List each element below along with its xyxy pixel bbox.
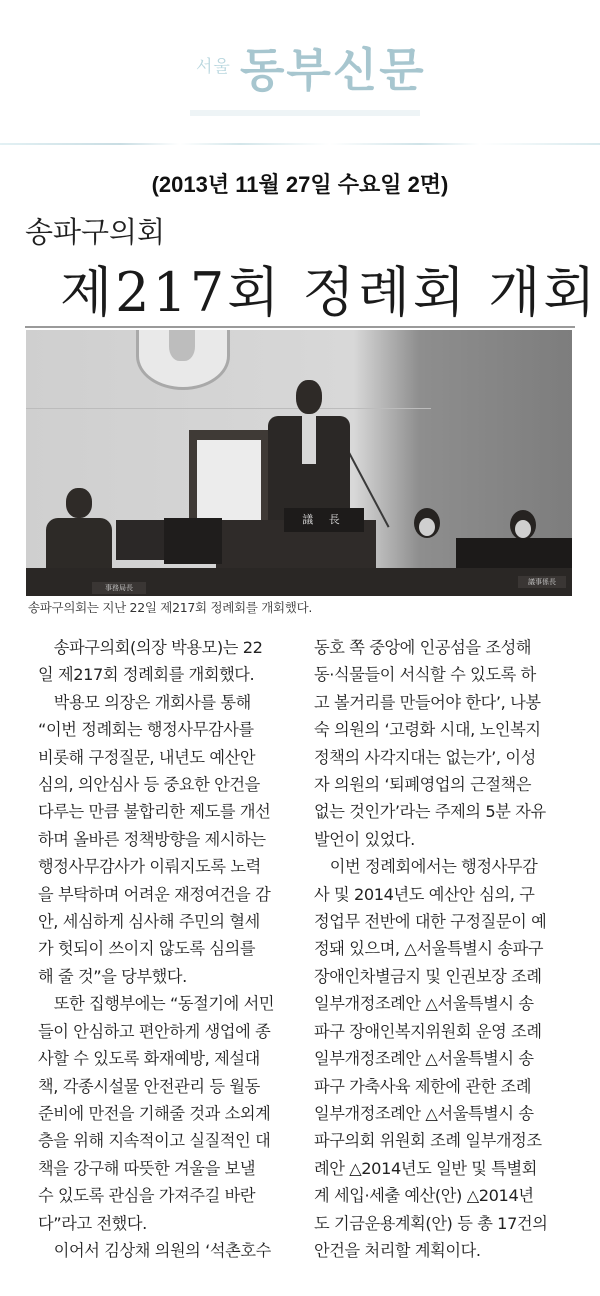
article-text-line: 자 의원의 ‘퇴폐영업의 근절책은 [314, 775, 532, 795]
photo-speaker [268, 380, 350, 520]
article-text-line: 일부개정조례안 △서울특별시 송 [314, 1103, 534, 1123]
article-text-line: 박용모 의장은 개회사를 통해 [38, 692, 251, 712]
article-text-line: 또한 집행부에는 “동절기에 서민 [38, 994, 275, 1014]
article-text-line: 동·식물들이 서식할 수 있도록 하 [314, 665, 536, 685]
article-text-line: 이어서 김상채 의원의 ‘석촌호수 [38, 1240, 271, 1260]
article-text-line: 정책의 사각지대는 없는가’, 이성 [314, 747, 536, 767]
article-text-line: 일부개정조례안 △서울특별시 송 [314, 994, 534, 1014]
article-text-line: 행정사무감사가 이뤄지도록 노력 [38, 857, 261, 877]
article-text-line: 파구 장애인복지위원회 운영 조례 [314, 1021, 542, 1041]
photo-laptop [116, 520, 170, 560]
article-text-line: 발언이 있었다. [314, 829, 415, 849]
photo-caption: 송파구의회는 지난 22일 제217회 정례회를 개회했다. [28, 600, 313, 615]
photo-nameplate-left: 事務局長 [92, 582, 146, 594]
article-text-line: 층을 위해 지속적이고 실질적인 대 [38, 1131, 271, 1151]
masthead [0, 0, 600, 130]
article-column-2 [314, 634, 572, 1264]
article-text-line: 정업무 전반에 대한 구정질문이 예 [314, 912, 547, 932]
publication-date: (2013년 11월 27일 수요일 2면) [151, 172, 449, 197]
article-text-line: 파구의회 위원회 조례 일부개정조 [314, 1131, 542, 1151]
article-text-line: 도 기금운용계획(안) 등 총 17건의 [314, 1213, 548, 1233]
headline-divider [25, 326, 575, 328]
article-text-line: 심의, 의안심사 등 중요한 안건을 [38, 775, 260, 795]
article-text-line: “이번 정례회는 행정사무감사를 [38, 720, 254, 740]
article-text-line: 책, 각종시설물 안전관리 등 월동 [38, 1076, 260, 1096]
article-text-line: 하며 올바른 정책방향을 제시하는 [38, 829, 266, 849]
article-text-line: 파구 가축사육 제한에 관한 조례 [314, 1076, 532, 1096]
article-text-line: 다”라고 전했다. [38, 1213, 147, 1233]
article-text-line: 안, 세심하게 심사해 주민의 혈세 [38, 912, 260, 932]
masthead-divider [0, 143, 600, 145]
article-text-line: 안건을 처리할 계획이다. [314, 1240, 481, 1260]
masthead-paper-name: 동부신문 [240, 43, 426, 97]
article-text-line: 장애인차별금지 및 인권보장 조례 [314, 966, 542, 986]
article-text-line: 수 있도록 관심을 가져주길 바란 [38, 1186, 256, 1206]
masthead-city-label: 서울 [196, 57, 231, 77]
article-photo [26, 330, 572, 596]
article-text-line: 숙 의원의 ‘고령화 시대, 노인복지 [314, 720, 541, 740]
article-text-line: 다루는 만큼 불합리한 제도를 개선 [38, 802, 271, 822]
photo-staff-1 [410, 508, 444, 568]
masthead-subline [190, 110, 420, 116]
photo-wall-line [26, 408, 431, 409]
article-text-line: 가 헛되이 쓰이지 않도록 심의를 [38, 939, 256, 959]
article-text-line: 동호 쪽 중앙에 인공섬을 조성해 [314, 638, 532, 657]
article-text-line: 비롯해 구정질문, 내년도 예산안 [38, 747, 256, 767]
article-text-line: 일부개정조례안 △서울특별시 송 [314, 1049, 534, 1069]
article-text-line: 송파구의회(의장 박용모)는 22 [38, 638, 263, 657]
article-text-line: 이번 정례회에서는 행정사무감 [314, 857, 538, 877]
article-text-line: 책을 강구해 따뜻한 겨울을 보낼 [38, 1158, 256, 1178]
article-text-line: 례안 △2014년도 일반 및 특별회 [314, 1158, 537, 1178]
article-text-line: 정돼 있으며, △서울특별시 송파구 [314, 939, 544, 959]
photo-nameplate-main: 議 長 [284, 508, 364, 532]
article-text-line: 계 세입·세출 예산(안) △2014년 [314, 1186, 534, 1206]
article-text-line: 일 제217회 정례회를 개회했다. [38, 665, 255, 685]
council-emblem-icon [136, 330, 230, 390]
article-text-line: 해 줄 것”을 당부했다. [38, 966, 187, 986]
photo-nameplate-right: 議事係長 [518, 576, 566, 588]
article-text-line: 없는 것인가’라는 주제의 5분 자유 [314, 802, 546, 822]
article-headline: 제217회 정례회 개회 [60, 261, 599, 324]
photo-monitor [164, 518, 222, 564]
article-text-line: 사 및 2014년도 예산안 심의, 구 [314, 884, 535, 904]
article-text-line: 들이 안심하고 편안하게 생업에 종 [38, 1021, 271, 1041]
article-text-line: 을 부탁하며 어려운 재정여건을 감 [38, 884, 271, 904]
article-text-line: 고 볼거리를 만들어야 한다’, 나봉 [314, 692, 541, 712]
photo-left-official [42, 488, 112, 578]
article-column-1 [38, 634, 296, 1264]
article-text-line: 사할 수 있도록 화재예방, 제설대 [38, 1049, 260, 1069]
article-kicker: 송파구의회 [25, 215, 166, 249]
article-text-line: 준비에 만전을 기해줄 것과 소외계 [38, 1103, 271, 1123]
